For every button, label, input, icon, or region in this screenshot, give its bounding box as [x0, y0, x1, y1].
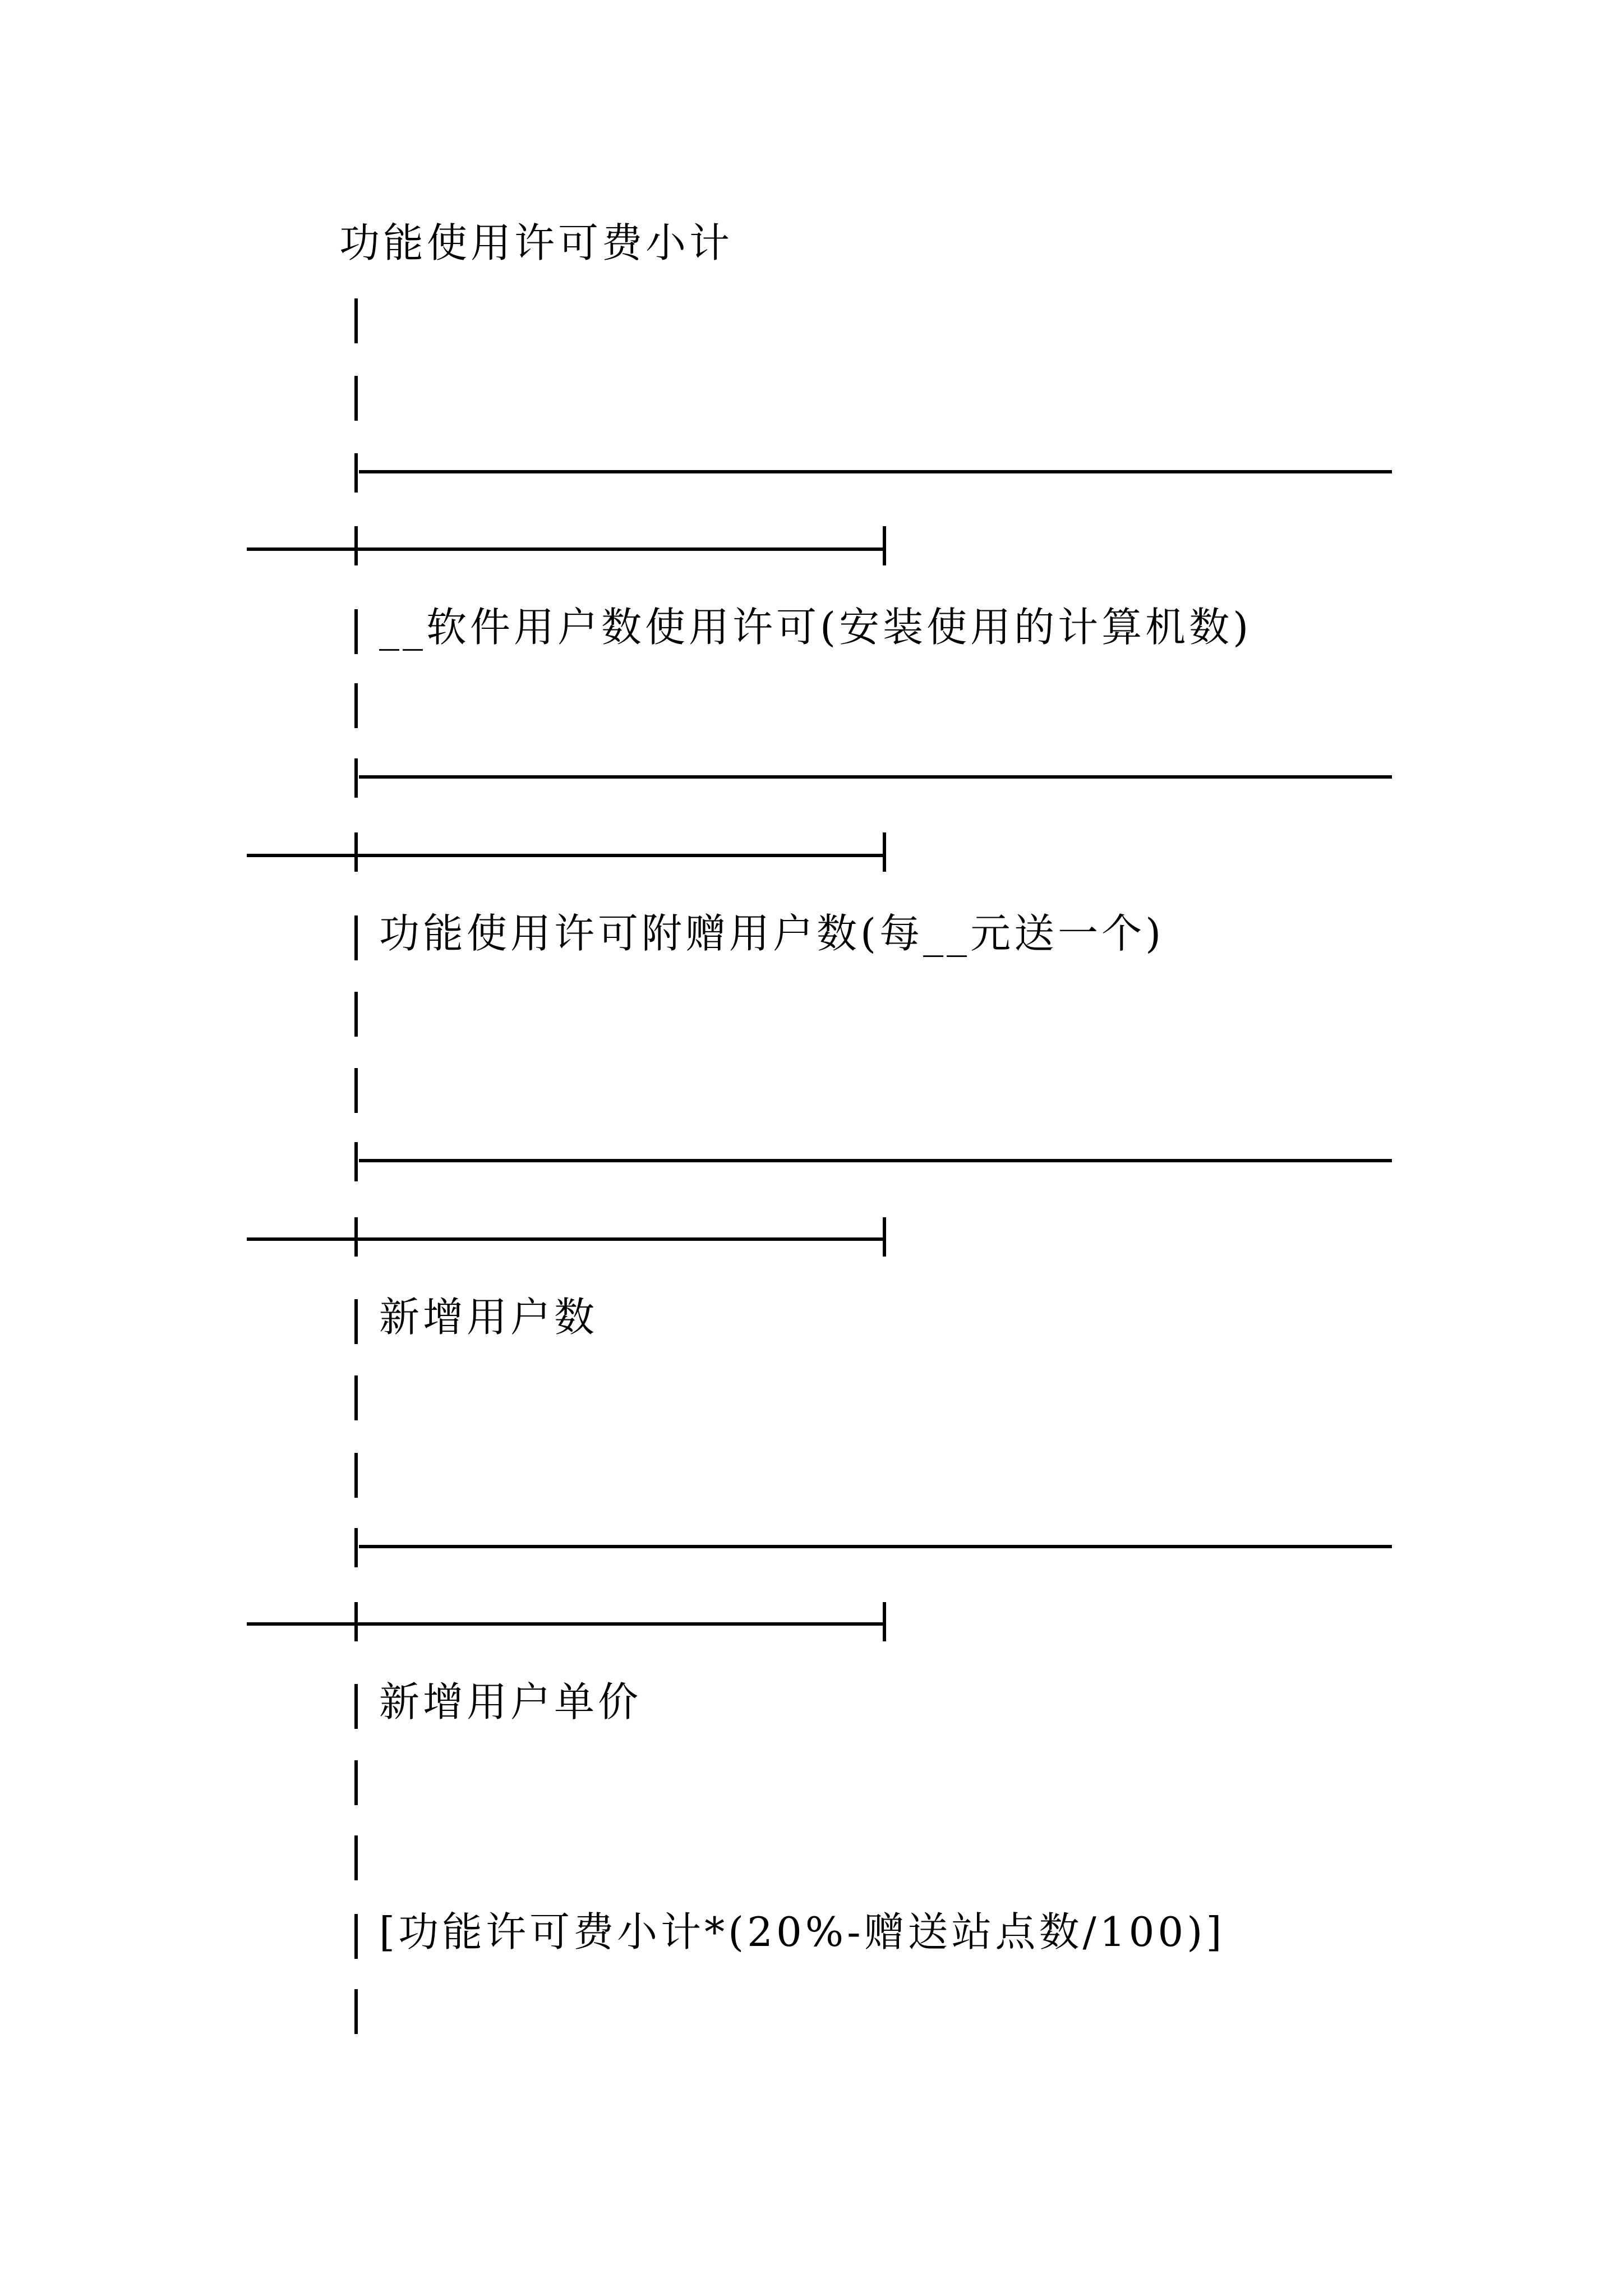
table-vertical-bar: [354, 609, 358, 654]
table-border-tick: [354, 832, 358, 872]
table-border-tick: [883, 526, 886, 565]
table-border-tick: [883, 832, 886, 872]
table-border-line: [247, 547, 886, 551]
table-vertical-bar: [354, 915, 358, 960]
table-border-tick: [354, 453, 358, 493]
table-border-line: [359, 1159, 1392, 1162]
table-vertical-bar: [354, 1835, 358, 1880]
table-border-line: [247, 1622, 886, 1626]
table-vertical-bar: [354, 683, 358, 728]
table-vertical-bar: [354, 1914, 358, 1959]
table-row-label: 功能使用许可附赠用户数(每__元送一个): [379, 910, 1165, 957]
table-vertical-bar: [354, 1684, 358, 1729]
section-title: 功能使用许可费小计: [339, 219, 734, 266]
table-row-label: 新增用户数: [379, 1294, 598, 1341]
table-row-label: __软件用户数使用许可(安装使用的计算机数): [379, 604, 1252, 651]
table-border-line: [359, 1545, 1392, 1548]
table-border-line: [247, 854, 886, 857]
table-border-tick: [354, 1142, 358, 1181]
table-border-tick: [883, 1602, 886, 1641]
table-border-tick: [354, 526, 358, 565]
table-border-tick: [354, 1602, 358, 1641]
table-border-line: [247, 1237, 886, 1241]
table-vertical-bar: [354, 298, 358, 343]
table-vertical-bar: [354, 992, 358, 1037]
table-border-tick: [354, 1528, 358, 1567]
table-vertical-bar: [354, 1760, 358, 1805]
table-vertical-bar: [354, 1453, 358, 1498]
table-row-label: 新增用户单价: [379, 1678, 642, 1726]
table-vertical-bar: [354, 1989, 358, 2034]
table-border-line: [359, 470, 1392, 473]
table-vertical-bar: [354, 1299, 358, 1344]
formula-text: [功能许可费小计*(20%-赠送站点数/100)]: [379, 1908, 1225, 1955]
table-border-line: [359, 775, 1392, 779]
table-border-tick: [354, 1217, 358, 1257]
table-vertical-bar: [354, 1068, 358, 1113]
table-vertical-bar: [354, 1375, 358, 1420]
table-border-tick: [883, 1217, 886, 1257]
table-vertical-bar: [354, 376, 358, 421]
table-border-tick: [354, 758, 358, 798]
